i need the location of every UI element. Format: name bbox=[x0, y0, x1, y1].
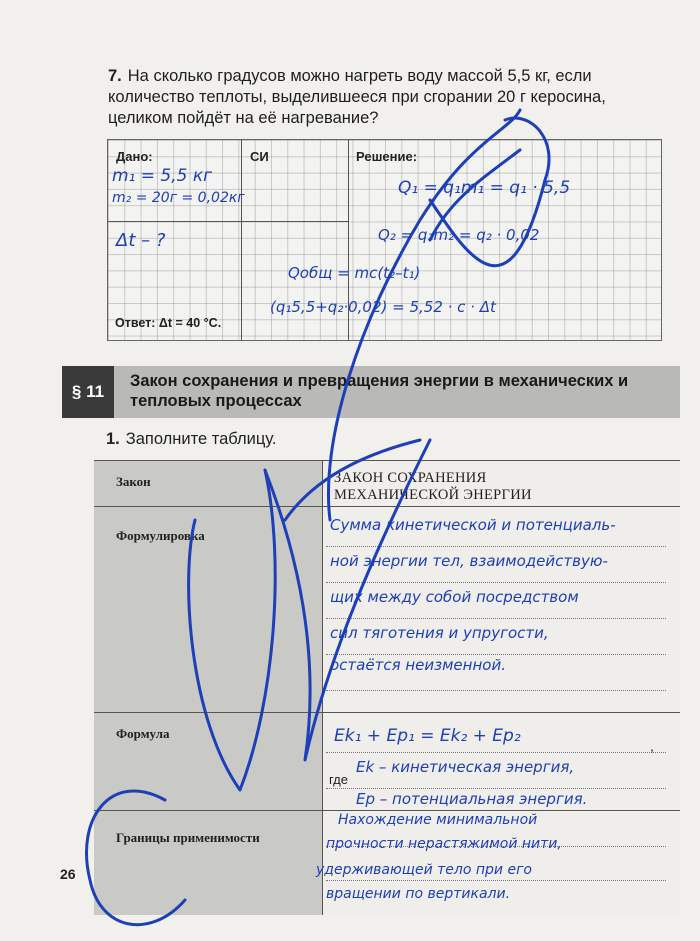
answer-line bbox=[326, 690, 666, 691]
formula-comma: , bbox=[650, 738, 654, 754]
answer-line bbox=[326, 654, 666, 655]
row-label-limits: Границы применимости bbox=[116, 830, 260, 845]
given-m2: m₂ = 20г = 0,02кг bbox=[112, 190, 245, 206]
answer-line bbox=[326, 752, 666, 753]
section-number: § 11 bbox=[62, 366, 114, 418]
law-name: ЗАКОН СОХРАНЕНИЯ МЕХАНИЧЕСКОЙ ЭНЕРГИИ bbox=[334, 470, 532, 503]
solution-grid bbox=[107, 139, 662, 341]
answer-line bbox=[326, 546, 666, 547]
limits-line: прочности нерастяжимой нити, bbox=[326, 836, 562, 852]
problem-7 bbox=[108, 66, 656, 129]
row-label-law: Закон bbox=[116, 474, 151, 489]
problem-number: 7. bbox=[108, 67, 122, 85]
formulation-line: Сумма кинетической и потенциаль- bbox=[330, 516, 616, 534]
answer-line bbox=[326, 880, 666, 881]
formulation-line: ной энергии тел, взаимодействую- bbox=[330, 552, 608, 570]
answer-line bbox=[326, 582, 666, 583]
formulation-line: щих между собой посредством bbox=[330, 588, 579, 606]
solution-equation: (q₁5,5+q₂·0,02) = 5,52 · c · Δt bbox=[270, 298, 496, 316]
solution-qtotal: Qобщ = mc(t₂–t₁) bbox=[288, 264, 421, 282]
formula-explain: Ep – потенциальная энергия. bbox=[356, 790, 588, 808]
section-title: Закон сохранения и превращения энергии в механических и тепловых процессах bbox=[130, 372, 629, 410]
row-label-formulation: Формулировка bbox=[116, 528, 205, 543]
task-1 bbox=[106, 430, 276, 449]
solution-label: Решение: bbox=[356, 149, 418, 164]
formulation-line: сил тяготения и упругости, bbox=[330, 624, 549, 642]
row-label-formula: Формула bbox=[116, 726, 170, 741]
section-header bbox=[62, 366, 680, 418]
table-top-border bbox=[94, 460, 680, 461]
gde-label: где bbox=[329, 772, 348, 787]
answer-line bbox=[326, 788, 666, 789]
formula-explain: Ek – кинетическая энергия, bbox=[356, 758, 575, 776]
page-number: 26 bbox=[60, 866, 76, 882]
problem-text: На сколько градусов можно нагреть воду массой 5,5 кг, если количество теплоты, выделившееся при сгорании 20 г керосина, целиком пойдёт на её нагревание? bbox=[108, 67, 606, 127]
limits-line: Нахождение минимальной bbox=[338, 812, 538, 828]
answer: Ответ: Δt = 40 °С. bbox=[115, 316, 222, 330]
limits-line: удерживающей тело при его bbox=[316, 862, 532, 878]
given-label: Дано: bbox=[116, 149, 153, 164]
solution-q1: Q₁ = q₁m₁ = q₁ · 5,5 bbox=[398, 178, 571, 198]
table-row-border bbox=[94, 712, 680, 713]
si-label: СИ bbox=[250, 149, 269, 164]
table-row-border bbox=[94, 810, 680, 811]
given-unknown: Δt – ? bbox=[116, 230, 166, 251]
answer-line bbox=[326, 618, 666, 619]
solution-q2: Q₂ = q₂m₂ = q₂ · 0,02 bbox=[378, 226, 540, 244]
limits-line: вращении по вертикали. bbox=[326, 886, 511, 902]
task-text: Заполните таблицу. bbox=[125, 430, 277, 448]
energy-table bbox=[94, 460, 680, 915]
grid-divider-given bbox=[241, 140, 242, 340]
task-number: 1. bbox=[106, 430, 120, 448]
table-divider bbox=[322, 460, 323, 915]
given-m1: m₁ = 5,5 кг bbox=[112, 166, 213, 186]
given-separator bbox=[108, 221, 348, 222]
formula-text: Ek₁ + Ep₁ = Ek₂ + Ep₂ bbox=[334, 726, 521, 746]
table-row-border bbox=[94, 506, 680, 507]
formulation-line: остаётся неизменной. bbox=[330, 656, 506, 674]
